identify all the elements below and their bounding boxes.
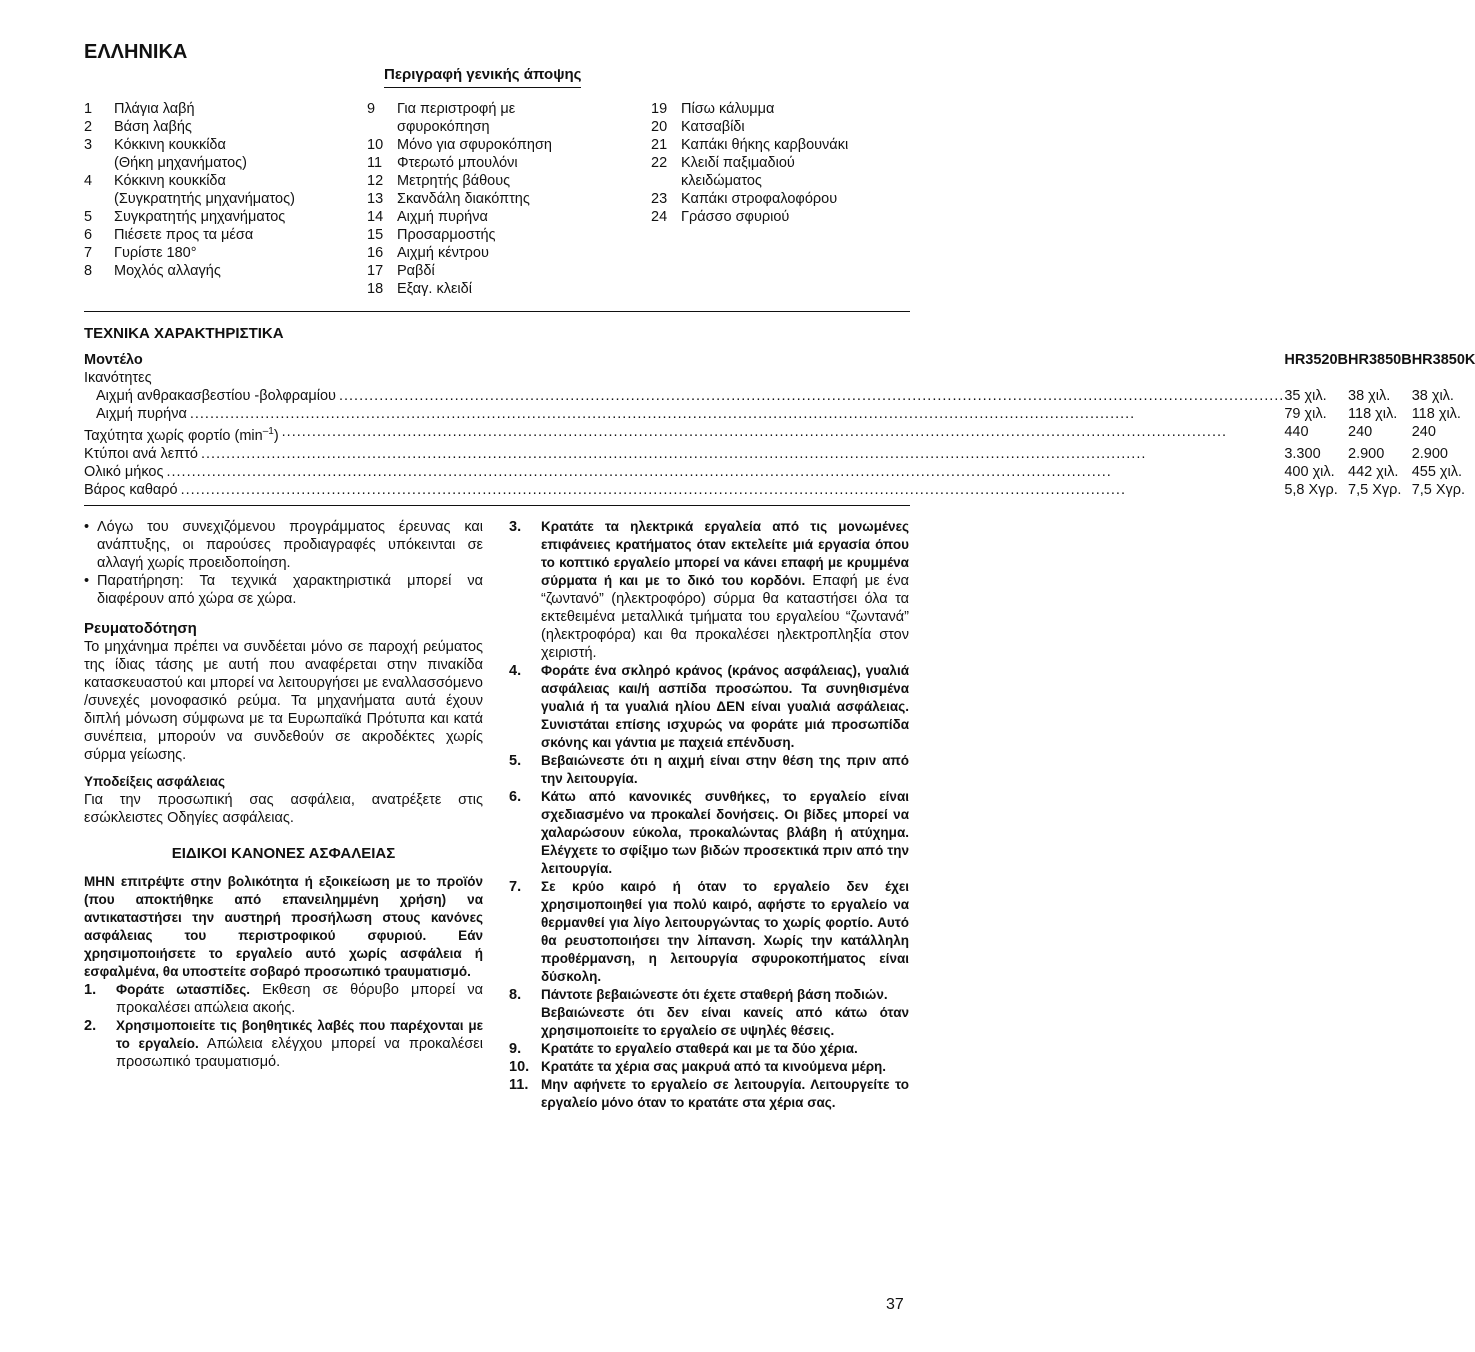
part-number: 1 — [84, 101, 93, 117]
specs-value-2: 240 — [1348, 424, 1373, 440]
dot-leader — [339, 387, 1284, 405]
safety-rule-item — [84, 981, 483, 1017]
safety-rule-body — [116, 1017, 483, 1071]
parts-list-item — [367, 172, 647, 190]
part-number: 3 — [84, 137, 93, 153]
part-label: Πιέσετε προς τα μέσα — [114, 227, 254, 243]
parts-list-item — [367, 136, 647, 154]
specs-row — [84, 481, 1475, 499]
parts-list-item — [367, 208, 647, 226]
part-label: Μόνο για σφυροκόπηση — [397, 137, 552, 153]
specs-label: Ολικό μήκος — [84, 463, 164, 480]
bullet-icon: • — [84, 519, 90, 535]
part-number: 16 — [367, 245, 384, 261]
page-language-title: ΕΛΛΗΝΙΚΑ — [84, 41, 188, 63]
safety-rule-item — [509, 986, 909, 1040]
specs-value-3: 118 χιλ. — [1411, 406, 1461, 422]
safety-rule-item — [509, 1076, 909, 1112]
safety-rule-item — [509, 662, 909, 752]
safety-rule-body — [541, 752, 909, 788]
safety-rule-number: 11. — [509, 1077, 529, 1093]
safety-rule-bold: Σε κρύο καιρό ή όταν το εργαλείο δεν έχει χρησιμοποιηθεί για πολύ καιρό, αφήστε το εργαλείο να θερμανθεί για λίγο λειτουργώντας το χωρίς φορτίο. Αυτό θα ρευστοποιήσει την λίπανση. Χωρίς την κατάλληλη προθέρμανση, η λειτουργία σφυροκοπήματος είναι δύσκολη. — [541, 879, 909, 984]
part-number: 15 — [367, 227, 384, 243]
specs-value-3: 2.900 — [1411, 445, 1448, 462]
part-label: Πλάγια λαβή — [114, 101, 195, 117]
part-label: Αιχμή πυρήνα — [397, 209, 488, 225]
note-text: Παρατήρηση: Τα τεχνικά χαρακτηριστικά μπορεί να διαφέρουν από χώρα σε χώρα. — [97, 573, 483, 607]
specs-value-2: 38 χιλ. — [1348, 388, 1391, 404]
part-number: 12 — [367, 173, 384, 189]
part-number: 20 — [651, 119, 668, 135]
dot-leader — [201, 445, 1284, 463]
part-number: 19 — [651, 101, 668, 117]
specs-model-label: Μοντέλο — [84, 352, 143, 368]
safety-rule-bold: Μην αφήνετε το εργαλείο σε λειτουργία. Λειτουργείτε το εργαλείο μόνο όταν το κρατάτε στα χέρια σας. — [541, 1077, 909, 1110]
special-rules-intro: ΜΗΝ επιτρέψτε στην βολικότητα ή εξοικείωση με το προϊόν (που αποκτήθηκε από επανειλημμένη χρήση) να αντικαταστήσει την αυστηρή προσήλωση στους κανόνες ασφάλειας του περιστροφικού σφυριού. Εάν χρησιμοποιήσετε το εργαλείο αυτό χωρίς ασφάλεια ή εσφαλμένα, θα υποστείτε σοβαρό προσωπικό τραυματισμό. — [84, 874, 483, 979]
note-item — [84, 518, 483, 572]
specs-row — [84, 423, 1475, 445]
part-number: 7 — [84, 245, 93, 261]
specs-row — [84, 445, 1475, 463]
safety-tips-heading: Υποδείξεις ασφάλειας — [84, 774, 225, 789]
specs-value-1: 440 — [1284, 424, 1309, 440]
specs-row — [84, 387, 1475, 405]
part-label: Βάση λαβής — [114, 119, 192, 135]
safety-rule-body — [541, 1040, 909, 1058]
parts-list-item — [84, 100, 364, 118]
specs-table — [84, 351, 1475, 499]
parts-list-item — [651, 154, 911, 190]
safety-rule-number: 9. — [509, 1041, 522, 1057]
specs-label-text — [96, 405, 190, 423]
part-label: Κλειδί παξιμαδιού κλειδώματος — [681, 155, 795, 189]
specs-model-2: HR3850B — [1348, 352, 1412, 368]
safety-rule-body — [541, 788, 909, 878]
part-label: Γυρίστε 180° — [114, 245, 197, 261]
part-number: 17 — [367, 263, 384, 279]
parts-list-item — [84, 172, 364, 208]
part-number: 2 — [84, 119, 93, 135]
part-label: Καπάκι στροφαλοφόρου — [681, 191, 838, 207]
part-label: Μοχλός αλλαγής — [114, 263, 221, 279]
part-label: Ραβδί — [397, 263, 435, 279]
part-label: Γράσσο σφυριού — [681, 209, 790, 225]
specs-row — [84, 463, 1475, 481]
part-label: Κόκκινη κουκκίδα (Θήκη μηχανήματος) — [114, 137, 247, 171]
specs-value-3: 455 χιλ. — [1411, 463, 1463, 480]
safety-rule-body — [541, 662, 909, 752]
power-heading: Ρευματοδότηση — [84, 620, 197, 637]
specs-value-2: 2.900 — [1348, 445, 1385, 462]
safety-rule-number: 10. — [509, 1059, 530, 1075]
parts-list-item — [651, 208, 911, 226]
safety-rule-text: Απώλεια ελέγχου μπορεί να προκαλέσει προσωπικό τραυματισμό. — [116, 1036, 483, 1070]
parts-list-item — [367, 154, 647, 172]
specs-capacities-label: Ικανότητες — [84, 370, 152, 386]
specs-label: Ταχύτητα χωρίς φορτίο (min — [84, 427, 263, 444]
page-number: 37 — [886, 1296, 904, 1313]
specs-label-leader — [84, 445, 1284, 463]
parts-list-item — [84, 208, 364, 226]
safety-rule-bold: Κρατάτε το εργαλείο σταθερά και με τα δύο χέρια. — [541, 1041, 858, 1056]
parts-list-item — [84, 118, 364, 136]
specs-row — [84, 369, 1475, 387]
specs-value-1: 3.300 — [1284, 445, 1321, 462]
specs-label-text — [96, 387, 339, 405]
safety-rule-number: 5. — [509, 753, 522, 769]
specs-heading: ΤΕΧΝΙΚΑ ΧΑΡΑΚΤΗΡΙΣΤΙΚΑ — [84, 325, 284, 342]
specs-model-3: HR3850K — [1411, 352, 1475, 368]
part-number: 18 — [367, 281, 384, 297]
part-number: 24 — [651, 209, 668, 225]
part-number: 5 — [84, 209, 93, 225]
safety-rule-bold: Πάντοτε βεβαιώνεστε ότι έχετε σταθερή βάση ποδιών. — [541, 987, 888, 1002]
specs-label-text — [84, 445, 201, 463]
specs-model-1: HR3520B — [1284, 352, 1349, 368]
parts-list-item — [84, 226, 364, 244]
safety-rule-body — [541, 1076, 909, 1112]
safety-rule-bold: Κάτω από κανονικές συνθήκες, το εργαλείο είναι σχεδιασμένο να προκαλεί δονήσεις. Οι βίδες μπορεί να χαλαρώσουν εύκολα, προκαλώντας βλάβη ή ατύχημα. Ελέγχετε το σφίξιμο των βιδών προσεκτικά πριν από την λειτουργία. — [541, 789, 909, 876]
safety-rule-bold: Χρησιμοποιείτε τις βοηθητικές λαβές που παρέχονται με το εργαλείο. — [116, 1018, 483, 1051]
safety-rule-item — [509, 878, 909, 986]
specs-value-2: 442 χιλ. — [1348, 463, 1399, 480]
power-text: Το μηχάνημα πρέπει να συνδέεται μόνο σε παροχή ρεύματος της ίδιας τάσης με αυτή που αναφέρεται στην πινακίδα κατασκευαστού και μπορεί να λειτουργήσει με εναλλασσόμενο /συνεχές μονοφασικό ρεύμα. Τα μηχανήματα αυτά έχουν διπλή μόνωση σύμφωνα με τα Ευρωπαϊκά Πρότυπα και κατά συνέπεια, μπορούν να συνδεθούν σε ακροδέκτες χωρίς σύρμα γείωσης. — [84, 639, 483, 763]
parts-list-col3 — [651, 100, 911, 226]
safety-rule-number: 3. — [509, 519, 522, 535]
safety-tips-text: Για την προσωπική σας ασφάλεια, ανατρέξετε στις εσώκλειστες Οδηγίες ασφάλειας. — [84, 792, 483, 826]
part-number: 11 — [367, 155, 383, 171]
part-number: 21 — [651, 137, 668, 153]
left-column — [84, 518, 483, 1071]
part-label: Αιχμή κέντρου — [397, 245, 489, 261]
part-label: Φτερωτό μπουλόνι — [397, 155, 518, 171]
parts-list-item — [651, 118, 911, 136]
specs-value-3: 38 χιλ. — [1411, 388, 1454, 404]
specs-label: Αιχμή πυρήνα — [96, 406, 187, 422]
part-number: 6 — [84, 227, 93, 243]
part-label: Καπάκι θήκης καρβουνάκι — [681, 137, 849, 153]
specs-row-label — [84, 387, 1284, 405]
specs-value-2: 118 χιλ. — [1348, 406, 1398, 422]
part-number: 14 — [367, 209, 384, 225]
parts-list-item — [367, 226, 647, 244]
part-number: 22 — [651, 155, 668, 171]
parts-list-item — [84, 262, 364, 280]
specs-row-label — [84, 481, 1284, 499]
specs-label-leader — [96, 387, 1284, 405]
specs-row — [84, 405, 1475, 423]
specs-value-1: 400 χιλ. — [1284, 463, 1335, 480]
parts-list-item — [367, 244, 647, 262]
part-label: Σκανδάλη διακόπτης — [397, 191, 530, 207]
specs-row-label — [84, 405, 1284, 423]
safety-rule-item — [509, 1040, 909, 1058]
specs-label-text — [84, 423, 282, 445]
divider — [84, 505, 910, 506]
part-number: 23 — [651, 191, 668, 207]
dot-leader — [181, 481, 1285, 499]
part-label: Συγκρατητής μηχανήματος — [114, 209, 286, 225]
part-label: Προσαρμοστής — [397, 227, 496, 243]
parts-list-item — [367, 280, 647, 298]
safety-rule-number: 1. — [84, 982, 97, 998]
divider — [84, 311, 910, 312]
part-label: Μετρητής βάθους — [397, 173, 511, 189]
part-label: Πίσω κάλυμμα — [681, 101, 775, 117]
specs-label: Κτύποι ανά λεπτό — [84, 445, 198, 462]
specs-label-sup: –1 — [262, 426, 274, 437]
safety-rule-item — [509, 788, 909, 878]
safety-rule-bold-extra: Βεβαιώνεστε ότι δεν είναι κανείς από κάτω όταν χρησιμοποιείτε το εργαλείο σε υψηλές θέσεις. — [541, 1005, 909, 1038]
specs-row-label — [84, 445, 1284, 463]
overview-heading: Περιγραφή γενικής άποψης — [384, 66, 581, 88]
safety-rule-body — [116, 981, 483, 1017]
safety-rule-body — [541, 878, 909, 986]
parts-list-item — [367, 100, 647, 136]
specs-label-leader — [84, 423, 1284, 445]
safety-rule-item — [509, 1058, 909, 1076]
specs-label-text — [84, 463, 166, 481]
part-number: 4 — [84, 173, 93, 189]
safety-rule-number: 4. — [509, 663, 522, 679]
safety-rule-number: 7. — [509, 879, 522, 895]
safety-rule-bold: Κρατάτε τα χέρια σας μακρυά από τα κινούμενα μέρη. — [541, 1059, 887, 1074]
dot-leader — [282, 423, 1285, 445]
safety-rule-body — [541, 1058, 909, 1076]
safety-rule-text: Εκθεση σε θόρυβο μπορεί να προκαλέσει απώλεια ακοής. — [116, 982, 483, 1016]
specs-label-leader — [84, 463, 1284, 481]
part-number: 10 — [367, 137, 384, 153]
specs-value-1: 79 χιλ. — [1284, 406, 1327, 422]
note-text: Λόγω του συνεχιζόμενου προγράμματος έρευνας και ανάπτυξης, οι παρούσες προδιαγραφές υπόκεινται σε αλλαγή χωρίς προειδοποίηση. — [97, 519, 483, 571]
parts-list-col1 — [84, 100, 364, 280]
parts-list-item — [651, 136, 911, 154]
specs-value-2: 7,5 Χγρ. — [1348, 481, 1402, 498]
parts-list-item — [367, 262, 647, 280]
part-label: Κατσαβίδι — [681, 119, 745, 135]
specs-label: Βάρος καθαρό — [84, 481, 178, 498]
safety-rule-text: Επαφή με ένα “ζωντανό” (ηλεκτροφόρο) σύρμα θα καταστήσει όλα τα εκτεθειμένα μεταλλικά τμήματα του εργαλείου “ζωντανά” (ηλεκτροφόρα) και θα προκαλέσει ηλεκτροπληξία στον χειριστή. — [541, 573, 909, 661]
specs-value-3: 240 — [1411, 424, 1436, 440]
safety-rule-body — [541, 986, 909, 1040]
parts-list-item — [367, 190, 647, 208]
safety-rule-body — [541, 518, 909, 662]
specs-label-leader — [96, 405, 1284, 423]
part-number: 9 — [367, 101, 376, 117]
parts-list-item — [84, 136, 364, 172]
parts-list-item — [84, 244, 364, 262]
safety-rule-number: 8. — [509, 987, 522, 1003]
safety-rule-bold: Φοράτε ωτασπίδες. — [116, 982, 250, 997]
safety-rule-bold: Βεβαιώνεστε ότι η αιχμή είναι στην θέση της πριν από την λειτουργία. — [541, 753, 909, 786]
part-label: Εξαγ. κλειδί — [397, 281, 472, 297]
specs-value-1: 35 χιλ. — [1284, 388, 1327, 404]
specs-label-end: ) — [273, 427, 279, 444]
specs-label-leader — [84, 481, 1284, 499]
safety-rule-item — [84, 1017, 483, 1071]
specs-header-row — [84, 351, 1475, 369]
specs-label-text — [84, 481, 181, 499]
specs-value-1: 5,8 Χγρ. — [1284, 481, 1338, 498]
part-number: 13 — [367, 191, 384, 207]
dot-leader — [190, 405, 1285, 423]
bullet-icon: • — [84, 573, 90, 589]
safety-rule-bold: Φοράτε ένα σκληρό κράνος (κράνος ασφάλειας), γυαλιά ασφάλειας και/ή ασπίδα προσώπου. Τα συνηθισμένα γυαλιά ή τα γυαλιά ηλίου ΔΕΝ είναι γυαλιά ασφάλειας. Συνιστάται επίσης ισχυρώς να φοράτε μιά προσωπίδα σκόνης και γάντια με παχειά επένδυση. — [541, 663, 909, 750]
safety-rule-number: 6. — [509, 789, 522, 805]
dot-leader — [166, 463, 1284, 481]
parts-list-item — [651, 190, 911, 208]
specs-value-3: 7,5 Χγρ. — [1411, 481, 1466, 498]
special-rules-heading: ΕΙΔΙΚΟΙ ΚΑΝΟΝΕΣ ΑΣΦΑΛΕΙΑΣ — [171, 845, 396, 862]
part-label: Κόκκινη κουκκίδα (Συγκρατητής μηχανήματος) — [114, 173, 295, 207]
specs-row-label — [84, 423, 1284, 445]
part-label: Για περιστροφή με σφυροκόπηση — [397, 101, 516, 135]
safety-rule-bold: Κρατάτε τα ηλεκτρικά εργαλεία από τις μονωμένες επιφάνειες κρατήματος όταν εκτελείτε μιά εργασία όπου το κοπτικό εργαλείο μπορεί να κάνει επαφή με κρυμμένα σύρματα ή και με το δικό του κορδόνι. — [541, 519, 909, 588]
parts-list-item — [651, 100, 911, 118]
safety-rule-item — [509, 752, 909, 788]
safety-rule-number: 2. — [84, 1018, 97, 1034]
right-column — [509, 518, 909, 1112]
specs-label: Αιχμή ανθρακασβεστίου -βολφραμίου — [96, 388, 336, 404]
safety-rule-item — [509, 518, 909, 662]
part-number: 8 — [84, 263, 93, 279]
specs-row-label — [84, 463, 1284, 481]
parts-list-col2 — [367, 100, 647, 298]
note-item — [84, 572, 483, 608]
